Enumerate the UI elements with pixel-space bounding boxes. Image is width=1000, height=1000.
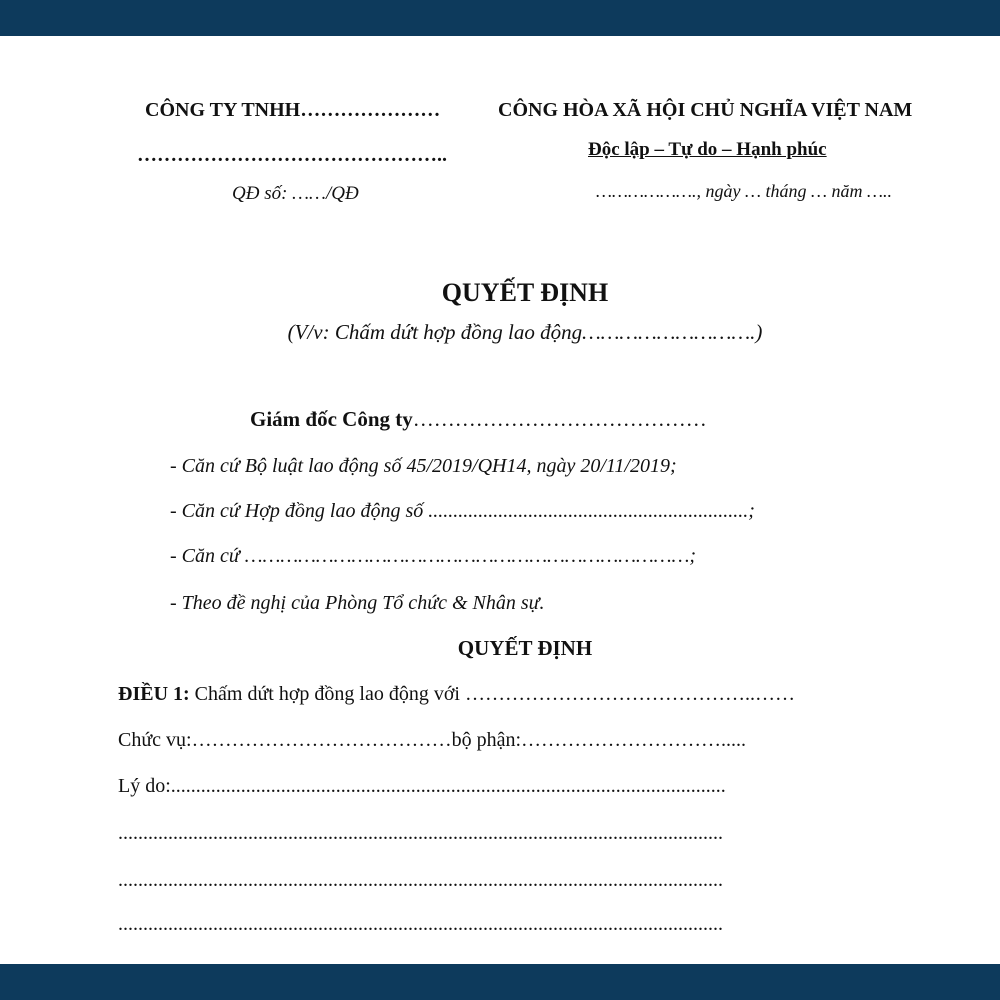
document-subject: (V/v: Chấm dứt hợp đồng lao động……………………….) bbox=[287, 320, 763, 344]
company-name-continued: ……………………………………….. bbox=[137, 144, 447, 166]
blank-line: ......................................................................................................................... bbox=[118, 822, 723, 844]
reason-line: Lý do:............................................................................................................... bbox=[118, 775, 726, 797]
document-title: QUYẾT ĐỊNH bbox=[441, 278, 609, 307]
position-department-line: Chức vụ:…………………………………bộ phận:…………………………..... bbox=[118, 729, 747, 751]
blank-line: ......................................................................................................................... bbox=[118, 913, 723, 935]
national-motto: Độc lập – Tự do – Hạnh phúc bbox=[588, 139, 827, 160]
article-1-text: Chấm dứt hợp đồng lao động với ……………………………………..…… bbox=[189, 683, 795, 705]
article-1 bbox=[118, 684, 795, 704]
company-name: CÔNG TY TNHH………………… bbox=[145, 99, 441, 121]
top-banner bbox=[0, 0, 1000, 36]
bottom-banner bbox=[0, 964, 1000, 1000]
national-title: CÔNG HÒA XÃ HỘI CHỦ NGHĨA VIỆT NAM bbox=[498, 99, 913, 121]
director-dots: …………………………………… bbox=[412, 407, 707, 431]
decide-heading: QUYẾT ĐỊNH bbox=[457, 636, 593, 660]
basis-item: - Theo đề nghị của Phòng Tổ chức & Nhân sự. bbox=[170, 592, 545, 614]
basis-item: - Căn cứ Bộ luật lao động số 45/2019/QH14, ngày 20/11/2019; bbox=[170, 455, 677, 477]
article-1-label: ĐIỀU 1: bbox=[118, 683, 190, 705]
basis-item: - Căn cứ Hợp đồng lao động số ................................................................; bbox=[170, 500, 755, 522]
director-label: Giám đốc Công ty bbox=[250, 407, 413, 431]
basis-item: - Căn cứ …………………………………………………………………; bbox=[170, 545, 697, 567]
decision-number: QĐ số: ……/QĐ bbox=[232, 183, 359, 204]
blank-line: ......................................................................................................................... bbox=[118, 869, 723, 891]
director-line bbox=[250, 409, 707, 430]
place-date-line: ………………., ngày … tháng … năm ….. bbox=[596, 181, 893, 201]
